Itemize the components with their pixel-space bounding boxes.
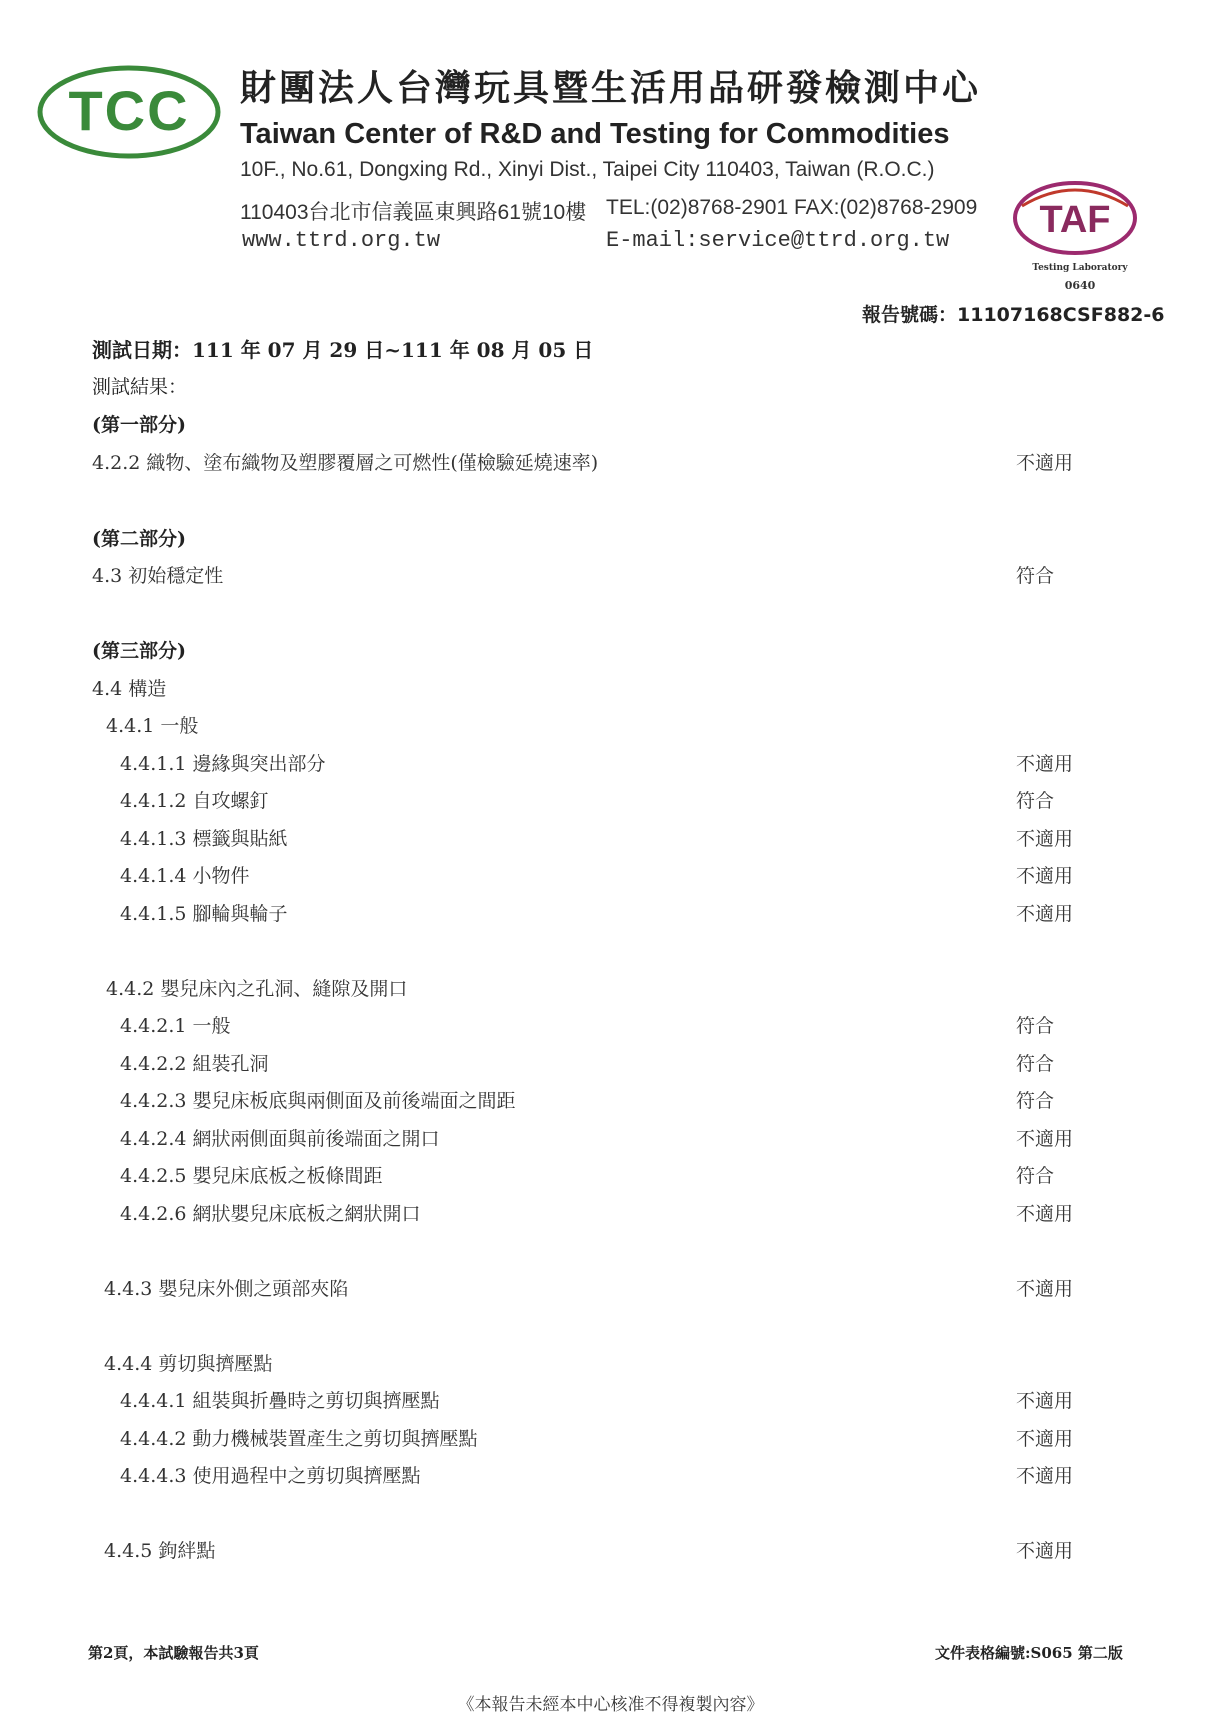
page-info: 第2頁，本試驗報告共3頁	[88, 1644, 259, 1662]
result-row	[0, 1386, 1221, 1422]
section-heading-1	[0, 410, 1221, 446]
taf-caption-title: Testing Laboratory	[1032, 263, 1128, 273]
address-zh: 110403台北市信義區東興路61號10樓	[240, 201, 587, 224]
result-item-label: 4.4.2.5 嬰兒床底板之板條間距	[120, 1165, 383, 1187]
taf-lab-number: 0640	[1064, 279, 1096, 292]
result-value: 符合	[1016, 1015, 1055, 1037]
taf-logo-text: TAF	[1039, 199, 1111, 241]
org-name-zh: 財團法人台灣玩具暨生活用品研發檢測中心	[240, 68, 982, 109]
section-heading-3	[0, 636, 1221, 672]
result-item-label: 4.4.1 一般	[106, 715, 199, 737]
result-row	[0, 861, 1221, 897]
copyright-notice: 《本報告未經本中心核准不得複製內容》	[457, 1695, 764, 1715]
result-item-label: 4.4.2 嬰兒床內之孔洞、縫隙及開口	[106, 978, 408, 1000]
results-label: 測試結果：	[92, 376, 188, 398]
result-row	[0, 1424, 1221, 1460]
report-number: 報告號碼：11107168CSF882-6	[862, 304, 1165, 326]
result-item-label: 4.4.1.1 邊緣與突出部分	[120, 753, 326, 775]
taf-caption	[1030, 260, 1130, 294]
result-value: 不適用	[1016, 903, 1074, 925]
result-item-label: 4.4.1.5 腳輪與輪子	[120, 903, 288, 925]
result-item-label: 4.4.2.1 一般	[120, 1015, 231, 1037]
result-row	[0, 1011, 1221, 1047]
result-value: 符合	[1016, 1165, 1055, 1187]
result-value: 不適用	[1016, 1390, 1074, 1412]
result-value: 不適用	[1016, 828, 1074, 850]
result-row	[0, 674, 1221, 710]
result-row	[0, 1049, 1221, 1085]
result-item-label: (第一部分)	[92, 414, 186, 436]
result-value: 符合	[1016, 790, 1055, 812]
result-row	[0, 1349, 1221, 1385]
result-item-label: 4.4.2.2 組裝孔洞	[120, 1053, 269, 1075]
result-item-label: 4.4.4.3 使用過程中之剪切與擠壓點	[120, 1465, 421, 1487]
address-en: 10F., No.61, Dongxing Rd., Xinyi Dist., Taipei City 110403, Taiwan (R.O.C.)	[240, 158, 935, 181]
result-value: 不適用	[1016, 753, 1074, 775]
result-value: 不適用	[1016, 1203, 1074, 1225]
section-heading-2	[0, 524, 1221, 560]
result-item-label: 4.4.4.1 組裝與折疊時之剪切與擠壓點	[120, 1390, 440, 1412]
result-value: 不適用	[1016, 865, 1074, 887]
result-item-label: 4.2.2 織物、塗布織物及塑膠覆層之可燃性(僅檢驗延燒速率)	[92, 452, 599, 474]
result-row	[0, 561, 1221, 597]
result-item-label: 4.4.2.4 網狀兩側面與前後端面之開口	[120, 1128, 440, 1150]
result-item-label: 4.4.5 鉤絆點	[104, 1540, 216, 1562]
result-value: 符合	[1016, 1090, 1055, 1112]
result-item-label: 4.4 構造	[92, 678, 167, 700]
result-row	[0, 711, 1221, 747]
result-item-label: 4.4.3 嬰兒床外側之頭部夾陷	[104, 1278, 349, 1300]
result-item-label: 4.4.1.4 小物件	[120, 865, 250, 887]
result-item-label: 4.3 初始穩定性	[92, 565, 224, 587]
result-row	[0, 899, 1221, 935]
org-name-en: Taiwan Center of R&D and Testing for Commodities	[240, 118, 950, 150]
result-value: 不適用	[1016, 1128, 1074, 1150]
result-row	[0, 1536, 1221, 1572]
result-item-label: 4.4.1.2 自攻螺釘	[120, 790, 269, 812]
result-item-label: 4.4.4 剪切與擠壓點	[104, 1353, 273, 1375]
test-date: 測試日期：111 年 07 月 29 日~111 年 08 月 05 日	[92, 338, 594, 362]
result-row	[0, 1461, 1221, 1497]
result-row	[0, 786, 1221, 822]
result-row	[0, 974, 1221, 1010]
result-row	[0, 1274, 1221, 1310]
result-row	[0, 1124, 1221, 1160]
result-item-label: (第二部分)	[92, 528, 186, 550]
tel-fax: TEL:(02)8768-2901 FAX:(02)8768-2909	[606, 196, 978, 219]
email-link[interactable]: E-mail:service@ttrd.org.tw	[606, 228, 950, 253]
result-item-label: 4.4.1.3 標籤與貼紙	[120, 828, 288, 850]
result-row	[0, 1199, 1221, 1235]
result-item-label: 4.4.4.2 動力機械裝置產生之剪切與擠壓點	[120, 1428, 478, 1450]
result-item-label: 4.4.2.6 網狀嬰兒床底板之網狀開口	[120, 1203, 421, 1225]
result-value: 不適用	[1016, 1540, 1074, 1562]
website-link[interactable]: www.ttrd.org.tw	[242, 228, 441, 253]
result-value: 符合	[1016, 1053, 1055, 1075]
result-row	[0, 448, 1221, 484]
taf-logo	[1010, 176, 1140, 260]
result-value: 不適用	[1016, 452, 1074, 474]
tcc-logo-text: TCC	[68, 79, 190, 142]
form-number: 文件表格編號:S065 第二版	[935, 1644, 1123, 1662]
result-value: 不適用	[1016, 1465, 1074, 1487]
result-value: 不適用	[1016, 1428, 1074, 1450]
result-row	[0, 749, 1221, 785]
tcc-logo	[36, 64, 222, 160]
result-row	[0, 1161, 1221, 1197]
result-item-label: 4.4.2.3 嬰兒床板底與兩側面及前後端面之間距	[120, 1090, 516, 1112]
result-value: 符合	[1016, 565, 1055, 587]
result-row	[0, 824, 1221, 860]
result-item-label: (第三部分)	[92, 640, 186, 662]
result-row	[0, 1086, 1221, 1122]
result-value: 不適用	[1016, 1278, 1074, 1300]
